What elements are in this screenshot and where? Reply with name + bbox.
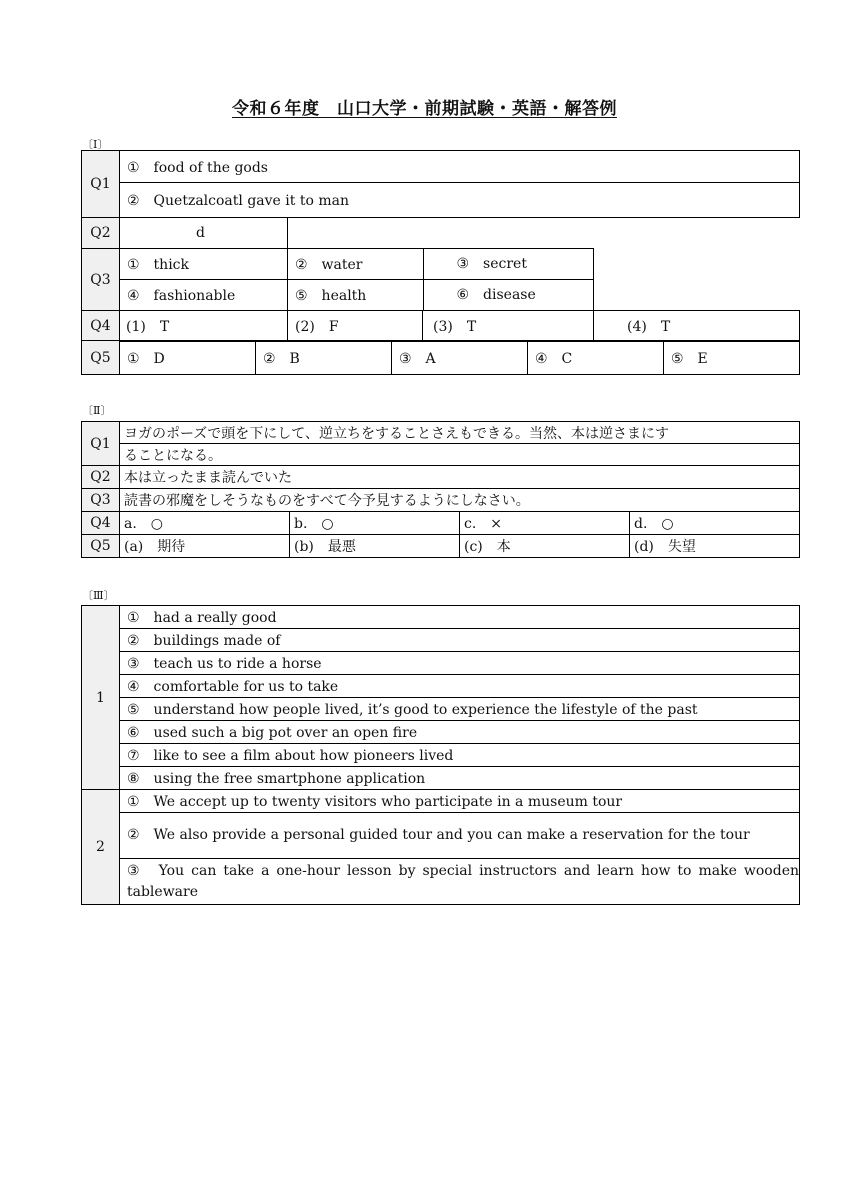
s1-q4-item: (2) F — [288, 311, 423, 342]
s2-q5-item: (d) 失望 — [630, 535, 800, 558]
s3-part1-row — [82, 744, 800, 767]
s1-q3-item-text: ⑥ disease — [456, 287, 536, 303]
s3-part1-item: ② buildings made of — [120, 629, 800, 652]
s1-q4-item: (1) T — [120, 311, 288, 342]
s3-part2-row — [82, 813, 800, 859]
s1-q5-item: ⑤ E — [664, 341, 800, 375]
s1-q5-item: ② B — [256, 341, 392, 375]
s1-q3-row-1 — [82, 249, 800, 280]
s1-q4-item: (4) T — [594, 311, 800, 342]
s1-q1-answer-2: ② Quetzalcoatl gave it to man — [120, 183, 800, 218]
section-2-table — [81, 421, 800, 558]
s2-q5-item: (c) 本 — [460, 535, 630, 558]
s3-part2-label: 2 — [82, 790, 120, 905]
s3-part2-item: ③ You can take a one-hour lesson by special instructors and learn how to make wooden tableware — [120, 859, 800, 905]
s2-q4-item: b. ○ — [290, 512, 460, 535]
s1-q3-empty — [594, 249, 800, 311]
s1-q4-row — [82, 311, 800, 342]
s1-q1-answer-1: ① food of the gods — [120, 151, 800, 183]
s1-q3-item — [423, 280, 594, 311]
s2-q2-answer: 本は立ったまま読んでいた — [120, 466, 800, 489]
s3-part2-item: ② We also provide a personal guided tour and you can make a reservation for the tour — [120, 813, 800, 859]
s2-q4-item: a. ○ — [120, 512, 290, 535]
s1-q4-label: Q4 — [82, 311, 120, 342]
s3-part1-item: ① had a really good — [120, 606, 800, 629]
s3-part1-item: ⑤ understand how people lived, it’s good to experience the lifestyle of the past — [120, 698, 800, 721]
section-1-heading: 〔Ⅰ〕 — [82, 138, 109, 151]
s1-q5-item: ④ C — [528, 341, 664, 375]
s3-part1-row — [82, 698, 800, 721]
s2-q4-label: Q4 — [82, 512, 120, 535]
s1-q1-row-1 — [82, 151, 800, 183]
s3-part1-item: ④ comfortable for us to take — [120, 675, 800, 698]
page-title: 令和６年度 山口大学・前期試験・英語・解答例 — [232, 99, 617, 119]
s1-q2-row — [82, 218, 800, 249]
s2-q3-answer: 読書の邪魔をしそうなものをすべて今予見するようにしなさい。 — [120, 489, 800, 512]
s2-q4-item: c. × — [460, 512, 630, 535]
s1-q5-label: Q5 — [82, 341, 120, 375]
s1-q4-item: (3) T — [423, 311, 594, 342]
s2-q3-label: Q3 — [82, 489, 120, 512]
s2-q1-answer-line-2: ることになる。 — [120, 444, 800, 466]
s2-q4-item: d. ○ — [630, 512, 800, 535]
s2-q2-label: Q2 — [82, 466, 120, 489]
s3-part1-item: ⑧ using the free smartphone application — [120, 767, 800, 790]
s2-q3-row — [82, 489, 800, 512]
s1-q3-item — [423, 249, 594, 280]
s2-q2-row — [82, 466, 800, 489]
s3-part2-row — [82, 790, 800, 813]
section-3-heading: 〔Ⅲ〕 — [82, 589, 115, 602]
s1-q3-label: Q3 — [82, 249, 120, 311]
section-3-table — [81, 605, 800, 905]
s3-part1-row — [82, 629, 800, 652]
section-1-q5-table — [81, 340, 800, 375]
s1-q5-row — [82, 341, 800, 375]
s3-part2-item: ① We accept up to twenty visitors who participate in a museum tour — [120, 790, 800, 813]
s3-part1-item: ⑥ used such a big pot over an open fire — [120, 721, 800, 744]
s1-q3-item-text: ③ secret — [456, 256, 527, 272]
s1-q3-item: ① thick — [120, 249, 288, 280]
s2-q5-item: (b) 最悪 — [290, 535, 460, 558]
s1-q5-item: ① D — [120, 341, 256, 375]
s1-q5-item: ③ A — [392, 341, 528, 375]
section-1-table — [81, 150, 800, 342]
s3-part1-item: ⑦ like to see a film about how pioneers lived — [120, 744, 800, 767]
s2-q5-item: (a) 期待 — [120, 535, 290, 558]
s1-q1-label: Q1 — [82, 151, 120, 218]
s2-q5-label: Q5 — [82, 535, 120, 558]
s2-q1-row-2 — [82, 444, 800, 466]
s3-part1-row — [82, 652, 800, 675]
s3-part1-row — [82, 721, 800, 744]
s2-q1-label: Q1 — [82, 422, 120, 466]
s1-q3-item: ② water — [288, 249, 423, 280]
s2-q5-row — [82, 535, 800, 558]
s2-q4-row — [82, 512, 800, 535]
s1-q2-answer: d — [120, 218, 288, 249]
s1-q3-item: ⑤ health — [288, 280, 423, 311]
s3-part1-row — [82, 606, 800, 629]
s3-part2-row — [82, 859, 800, 905]
s2-q1-answer-line-1: ヨガのポーズで頭を下にして、逆立ちをすることさえもできる。当然、本は逆さまにす — [120, 422, 800, 444]
s2-q1-row-1 — [82, 422, 800, 444]
s1-q1-row-2 — [82, 183, 800, 218]
s1-q2-label: Q2 — [82, 218, 120, 249]
s3-part1-row — [82, 767, 800, 790]
s3-part1-row — [82, 675, 800, 698]
s1-q2-empty — [288, 218, 800, 249]
s3-part1-item: ③ teach us to ride a horse — [120, 652, 800, 675]
s3-part1-label: 1 — [82, 606, 120, 790]
s1-q3-item: ④ fashionable — [120, 280, 288, 311]
section-2-heading: 〔Ⅱ〕 — [82, 404, 112, 417]
